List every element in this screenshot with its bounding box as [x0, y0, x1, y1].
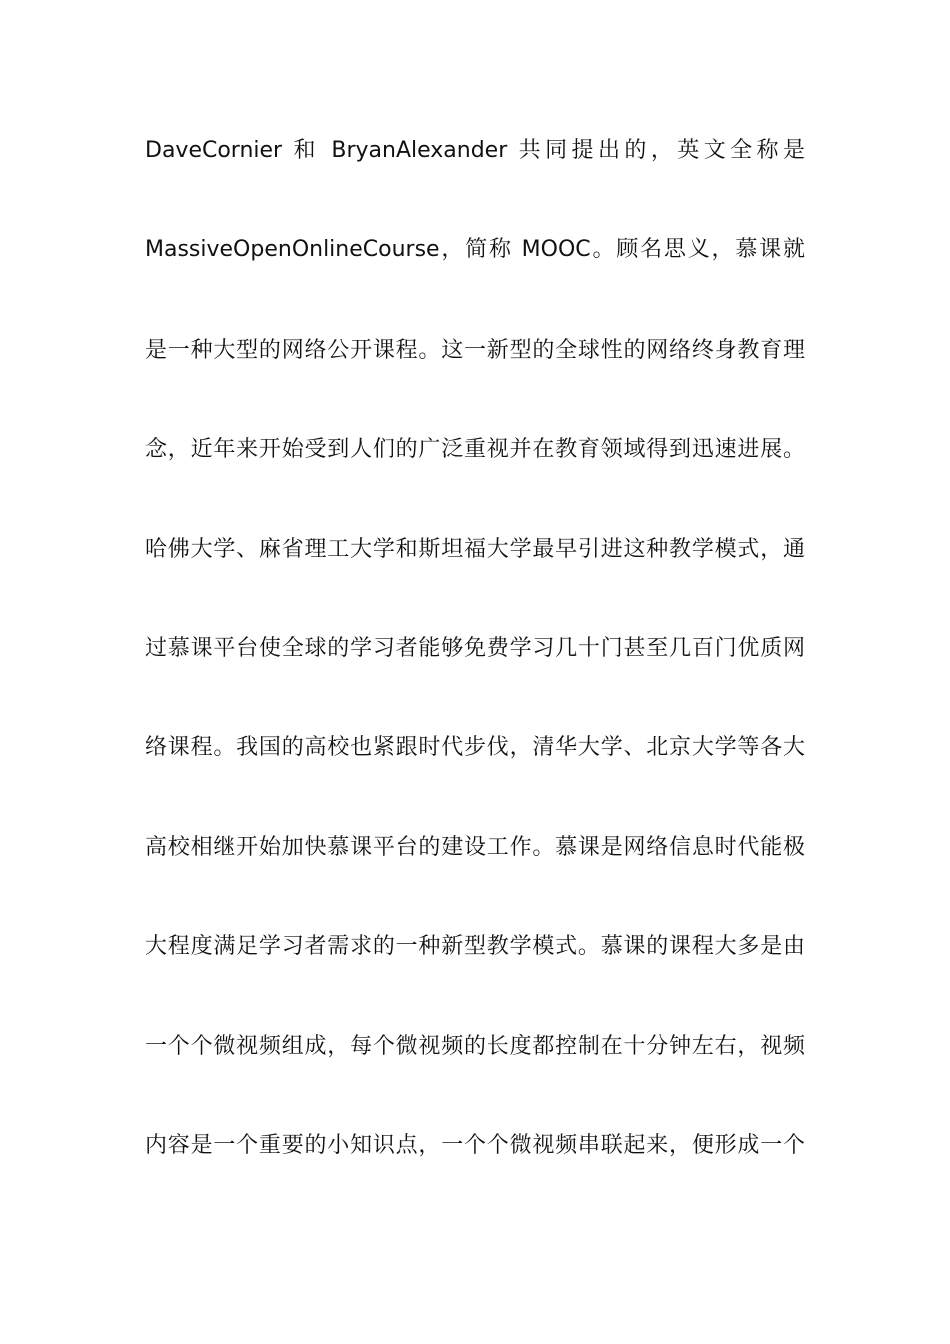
text-line: 念，近年来开始受到人们的广泛重视并在教育领域得到迅速进展。 — [145, 437, 805, 462]
text-line: DaveCornier 和 BryanAlexander 共同提出的，英文全称是 — [145, 138, 805, 163]
text-line: 络课程。我国的高校也紧跟时代步伐，清华大学、北京大学等各大 — [145, 735, 805, 760]
text-line: 是一种大型的网络公开课程。这一新型的全球性的网络终身教育理 — [145, 338, 805, 363]
text-line: 一个个微视频组成，每个微视频的长度都控制在十分钟左右，视频 — [145, 1034, 805, 1059]
text-line: 内容是一个重要的小知识点，一个个微视频串联起来，便形成一个 — [145, 1133, 805, 1158]
text-line: 大程度满足学习者需求的一种新型教学模式。慕课的课程大多是由 — [145, 934, 805, 959]
text-line: 哈佛大学、麻省理工大学和斯坦福大学最早引进这种教学模式，通 — [145, 537, 805, 562]
text-line: 高校相继开始加快慕课平台的建设工作。慕课是网络信息时代能极 — [145, 835, 805, 860]
text-line: 过慕课平台使全球的学习者能够免费学习几十门甚至几百门优质网 — [145, 636, 805, 661]
text-line: MassiveOpenOnlineCourse，简称 MOOC。顾名思义，慕课就 — [145, 237, 805, 262]
